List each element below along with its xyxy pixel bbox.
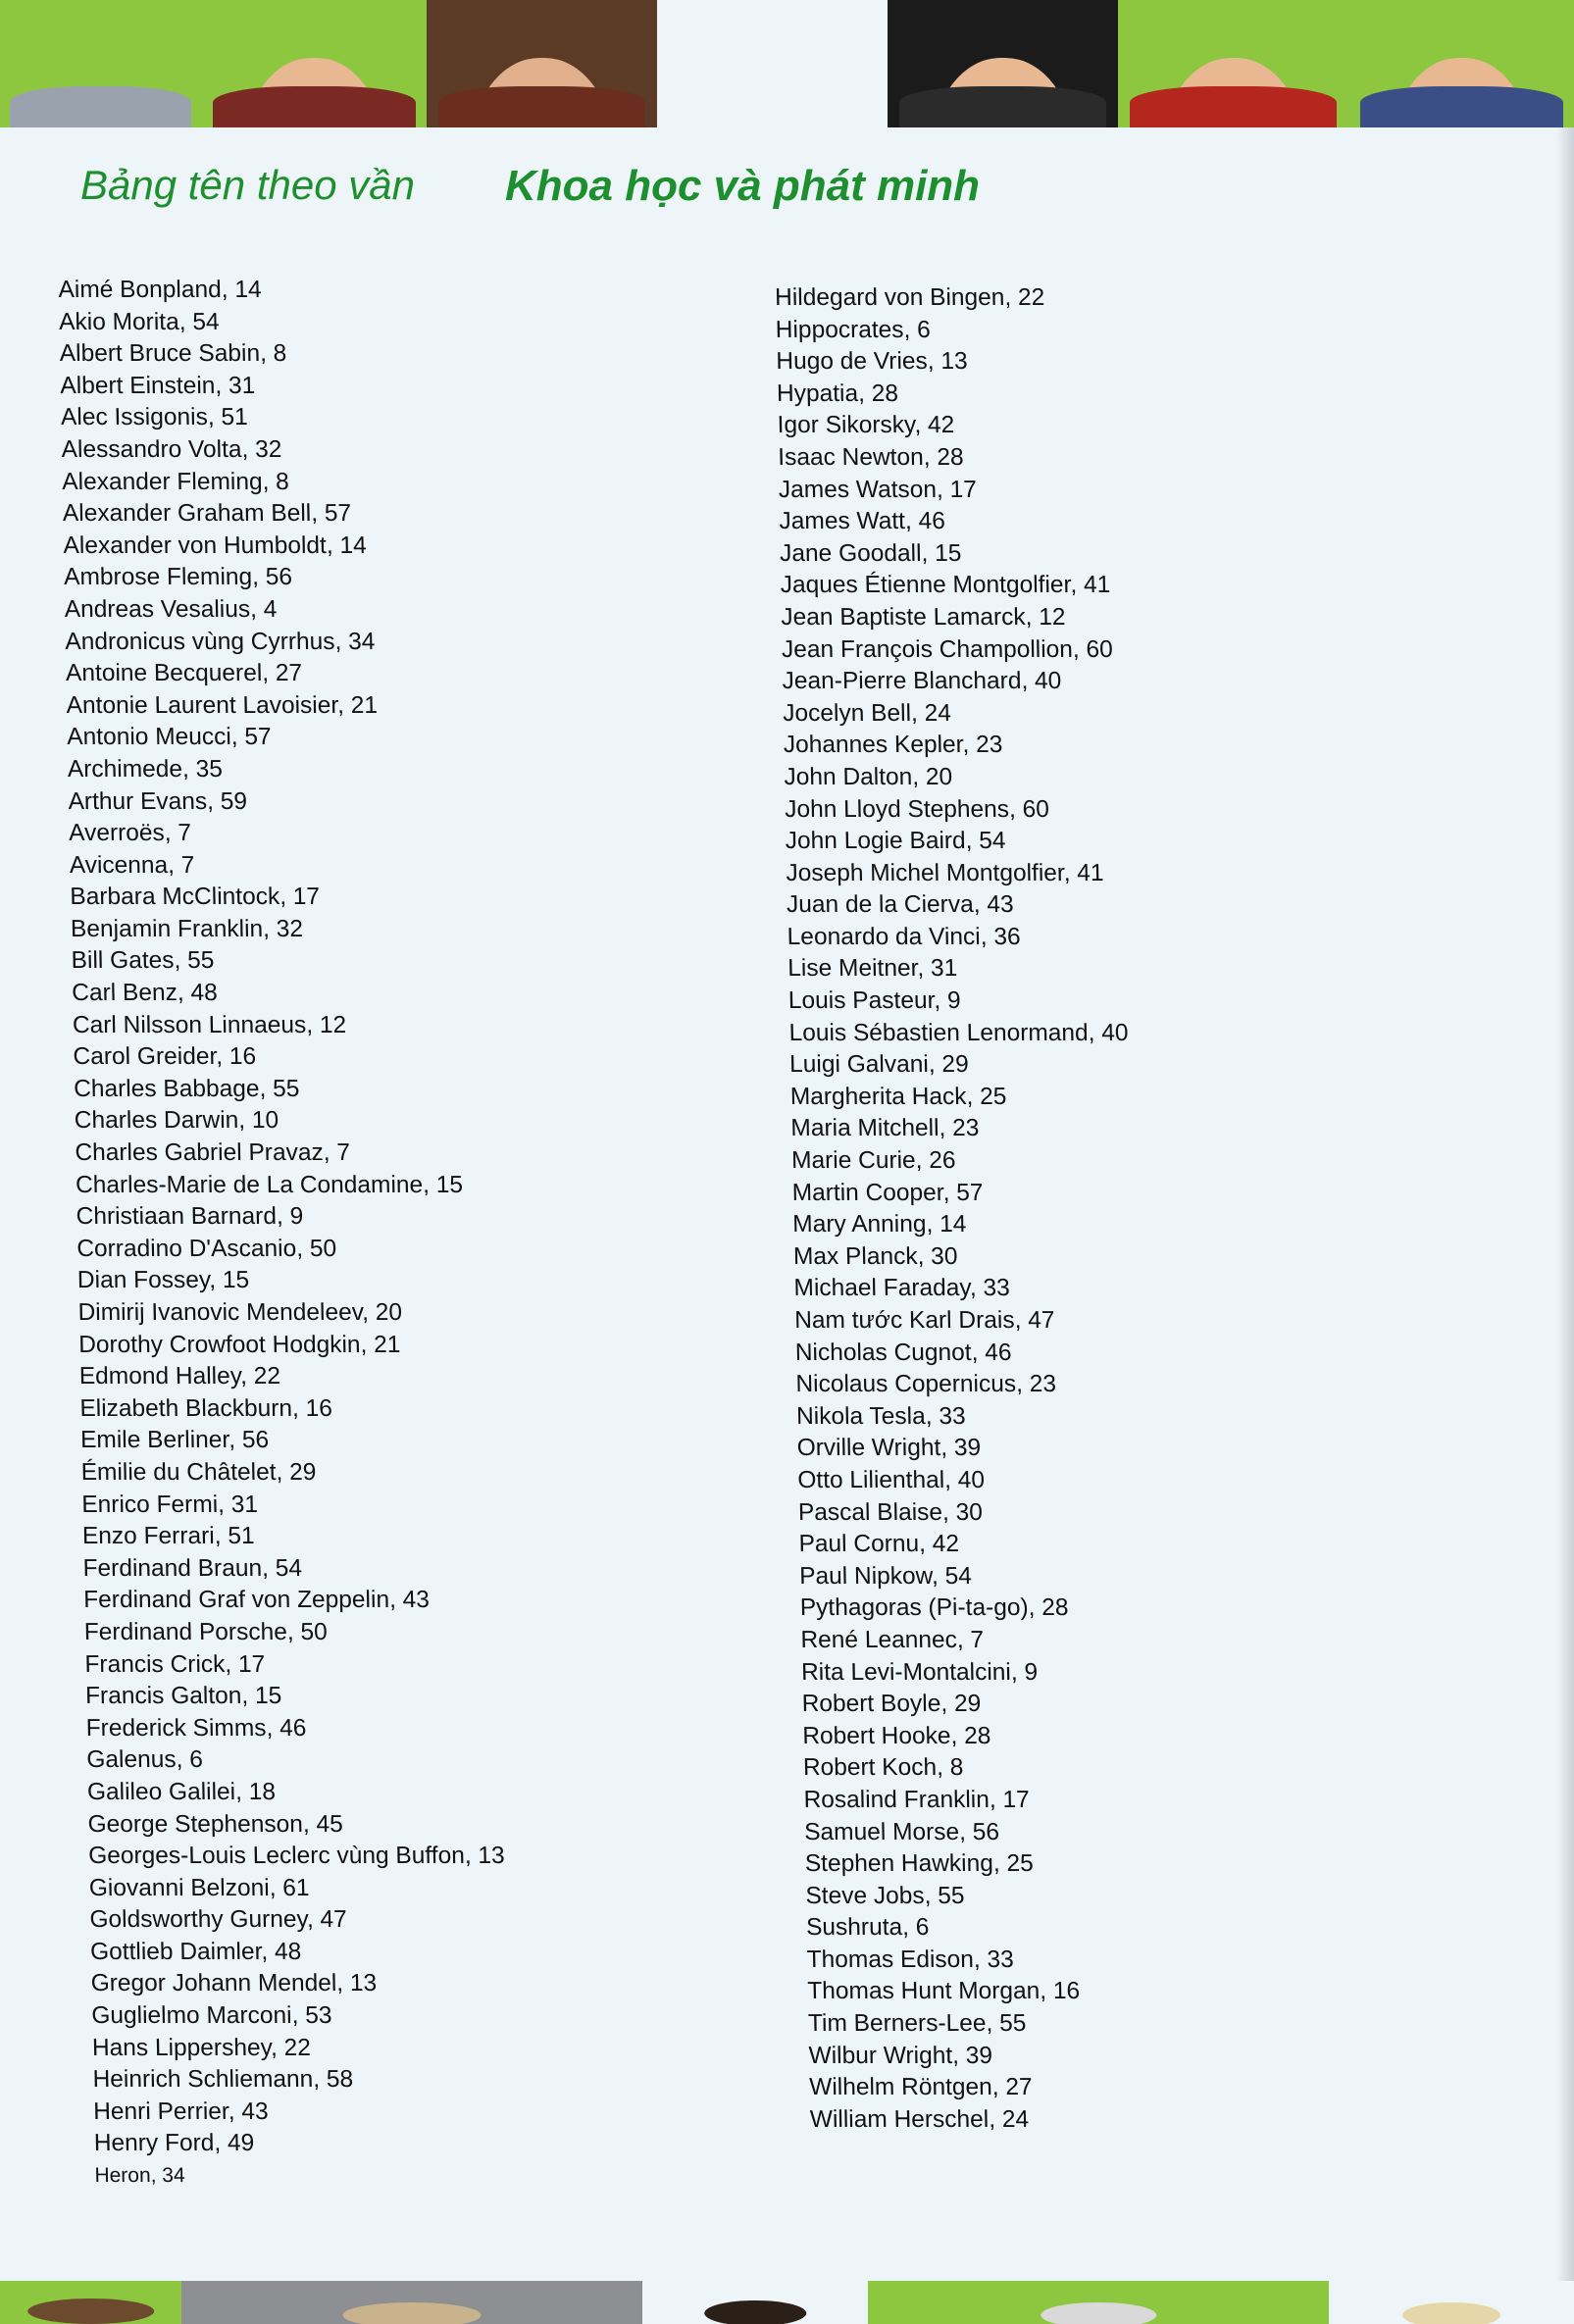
index-entry: Aimé Bonpland, 14 xyxy=(58,277,262,303)
portrait-bottom-1-icon xyxy=(0,2281,181,2324)
portrait-bottom-2-icon xyxy=(181,2281,642,2324)
index-entry: Marie Curie, 26 xyxy=(790,1147,956,1175)
index-entry: Orville Wright, 39 xyxy=(796,1435,982,1462)
index-entry: Paul Cornu, 42 xyxy=(798,1531,960,1558)
index-entry: Nicholas Cugnot, 46 xyxy=(794,1339,1012,1366)
index-entry: Thomas Edison, 33 xyxy=(806,1945,1015,1973)
index-entry: Guglielmo Marconi, 53 xyxy=(91,2002,332,2030)
index-entry: Juan de la Cierva, 43 xyxy=(786,891,1014,919)
index-entry: Émilie du Châtelet, 29 xyxy=(80,1458,317,1486)
index-entry: Wilbur Wright, 39 xyxy=(808,2042,993,2069)
index-entry: Christiaan Barnard, 9 xyxy=(76,1203,304,1231)
index-entry: Jaques Étienne Montgolfier, 41 xyxy=(780,572,1111,599)
index-entry: Albert Einstein, 31 xyxy=(60,372,256,399)
index-entry: Ferdinand Porsche, 50 xyxy=(83,1618,328,1645)
index-entry: Arthur Evans, 59 xyxy=(68,787,248,815)
index-entry: Maria Mitchell, 23 xyxy=(790,1115,980,1142)
index-entry: Enzo Ferrari, 51 xyxy=(81,1523,255,1550)
index-entry: Albert Bruce Sabin, 8 xyxy=(59,340,287,368)
index-entry: Luigi Galvani, 29 xyxy=(788,1051,969,1079)
index-entry: Louis Pasteur, 9 xyxy=(787,987,961,1015)
index-entry: Nicolaus Copernicus, 23 xyxy=(795,1371,1057,1398)
index-entry: Alessandro Volta, 32 xyxy=(61,435,282,463)
index-entry: Robert Koch, 8 xyxy=(802,1754,964,1782)
index-entry: Akio Morita, 54 xyxy=(58,308,220,335)
index-entry: Johannes Kepler, 23 xyxy=(783,732,1003,759)
index-label: Bảng tên theo vần xyxy=(80,162,415,208)
index-entry: Nam tước Karl Drais, 47 xyxy=(793,1307,1055,1334)
index-entry: Hippocrates, 6 xyxy=(775,316,932,343)
index-column-right xyxy=(775,282,1149,2136)
portrait-scientist-4-icon xyxy=(888,0,1118,127)
portrait-scientist-5-icon xyxy=(1118,0,1348,127)
index-entry: Emile Berliner, 56 xyxy=(79,1427,270,1454)
index-entry: Francis Crick, 17 xyxy=(84,1650,266,1678)
index-entry: Robert Hooke, 28 xyxy=(802,1722,991,1749)
index-entry: Sushruta, 6 xyxy=(805,1914,930,1942)
index-entry: Max Planck, 30 xyxy=(792,1242,958,1270)
portrait-bottom-4-icon xyxy=(868,2281,1329,2324)
index-entry: Ferdinand Graf von Zeppelin, 43 xyxy=(82,1587,431,1614)
portrait-scientist-1-icon xyxy=(0,0,201,127)
index-entry: Avicenna, 7 xyxy=(69,851,195,879)
index-entry: Antonio Meucci, 57 xyxy=(67,724,272,751)
index-entry: Goldsworthy Gurney, 47 xyxy=(89,1906,348,1934)
index-entry: James Watson, 17 xyxy=(778,476,978,503)
index-entry: Stephen Hawking, 25 xyxy=(804,1850,1034,1878)
index-entry: William Herschel, 24 xyxy=(809,2105,1030,2133)
portrait-scientist-2-icon xyxy=(201,0,427,127)
index-entry: Paul Nipkow, 54 xyxy=(798,1562,973,1590)
index-entry: Margherita Hack, 25 xyxy=(789,1083,1007,1110)
index-entry: Dimirij Ivanovic Mendeleev, 20 xyxy=(77,1299,403,1326)
index-entry: Rosalind Franklin, 17 xyxy=(803,1786,1030,1813)
portrait-scientist-3-icon xyxy=(427,0,657,127)
index-entry: Andronicus vùng Cyrrhus, 34 xyxy=(65,628,376,655)
index-entry: Pythagoras (Pi-ta-go), 28 xyxy=(799,1594,1069,1622)
index-entry: Jean Baptiste Lamarck, 12 xyxy=(781,603,1066,631)
index-entry: Edmond Halley, 22 xyxy=(78,1363,281,1390)
portrait-bottom-3-icon xyxy=(642,2281,868,2324)
index-entry: Hildegard von Bingen, 22 xyxy=(774,284,1045,311)
index-entry: Galileo Galilei, 18 xyxy=(86,1778,277,1805)
index-entry: Otto Lilienthal, 40 xyxy=(797,1466,986,1493)
index-entry: Carol Greider, 16 xyxy=(73,1043,257,1071)
index-entry: Charles Darwin, 10 xyxy=(74,1107,279,1135)
index-entry: Gregor Johann Mendel, 13 xyxy=(90,1970,378,1997)
index-entry: James Watt, 46 xyxy=(779,508,946,535)
index-entry: Hypatia, 28 xyxy=(776,379,899,407)
index-page xyxy=(0,127,1574,2281)
index-entry: Andreas Vesalius, 4 xyxy=(64,595,278,623)
index-entry: Martin Cooper, 57 xyxy=(791,1179,984,1206)
book-title: Khoa học và phát minh xyxy=(505,162,981,210)
index-entry: Carl Nilsson Linnaeus, 12 xyxy=(72,1011,347,1038)
portrait-strip-bottom xyxy=(0,2281,1574,2324)
index-entry: Wilhelm Röntgen, 27 xyxy=(808,2074,1033,2101)
index-entry: Averroës, 7 xyxy=(68,820,192,847)
index-entry: Michael Faraday, 33 xyxy=(793,1275,1010,1302)
index-entry: Isaac Newton, 28 xyxy=(778,443,964,471)
index-entry: Henry Ford, 49 xyxy=(93,2130,255,2157)
index-entry: Robert Boyle, 29 xyxy=(801,1691,982,1718)
index-entry: Alexander Graham Bell, 57 xyxy=(62,500,352,528)
index-entry: Jean-Pierre Blanchard, 40 xyxy=(782,668,1062,695)
index-entry: John Dalton, 20 xyxy=(784,763,953,790)
index-entry: Enrico Fermi, 31 xyxy=(81,1490,259,1518)
index-entry: Jocelyn Bell, 24 xyxy=(783,699,952,727)
index-entry: Gottlieb Daimler, 48 xyxy=(89,1938,302,1965)
index-entry: Antoine Becquerel, 27 xyxy=(65,660,303,687)
index-entry: Bill Gates, 55 xyxy=(71,947,215,975)
index-entry: Georges-Louis Leclerc vùng Buffon, 13 xyxy=(87,1843,505,1870)
page-edge-shadow xyxy=(1556,127,1574,2281)
index-entry: Carl Benz, 48 xyxy=(72,980,218,1007)
index-entry: Rita Levi-Montalcini, 9 xyxy=(800,1658,1039,1686)
index-entry: John Logie Baird, 54 xyxy=(785,828,1006,855)
index-entry: Jane Goodall, 15 xyxy=(779,539,962,567)
portrait-gap xyxy=(657,0,888,127)
index-entry: Barbara McClintock, 17 xyxy=(70,884,321,911)
index-entry: Archimede, 35 xyxy=(67,755,224,783)
index-entry: Frederick Simms, 46 xyxy=(85,1714,307,1742)
index-entry: George Stephenson, 45 xyxy=(87,1810,343,1838)
index-entry: Nikola Tesla, 33 xyxy=(795,1402,966,1430)
index-entry: Joseph Michel Montgolfier, 41 xyxy=(786,859,1104,886)
index-entry: Antonie Laurent Lavoisier, 21 xyxy=(66,691,379,719)
index-entry: Giovanni Belzoni, 61 xyxy=(88,1874,310,1901)
index-entry: Leonardo da Vinci, 36 xyxy=(787,923,1021,950)
index-entry: Francis Galton, 15 xyxy=(84,1683,282,1710)
index-entry: Pascal Blaise, 30 xyxy=(797,1498,984,1526)
portrait-strip-top xyxy=(0,0,1574,127)
index-entry: Heinrich Schliemann, 58 xyxy=(92,2066,354,2094)
index-entry: Mary Anning, 14 xyxy=(792,1211,967,1238)
index-entry: René Leannec, 7 xyxy=(800,1626,985,1653)
index-entry: Hugo de Vries, 13 xyxy=(776,348,968,376)
index-entry: Steve Jobs, 55 xyxy=(805,1882,965,1909)
index-entry: Igor Sikorsky, 42 xyxy=(777,412,955,439)
index-entry: Tim Berners-Lee, 55 xyxy=(807,2010,1027,2038)
portrait-bottom-5-icon xyxy=(1329,2281,1574,2324)
index-entry: Alexander von Humboldt, 14 xyxy=(63,531,367,559)
portrait-scientist-6-icon xyxy=(1348,0,1574,127)
index-entry: Ferdinand Braun, 54 xyxy=(82,1554,303,1582)
index-entry: Elizabeth Blackburn, 16 xyxy=(79,1394,333,1422)
index-entry: Charles Gabriel Pravaz, 7 xyxy=(75,1139,351,1167)
index-entry: Galenus, 6 xyxy=(86,1746,204,1774)
index-entry: Alexander Fleming, 8 xyxy=(62,468,290,495)
index-entry: Thomas Hunt Morgan, 16 xyxy=(807,1978,1081,2005)
index-entry: Jean François Champollion, 60 xyxy=(781,635,1114,663)
index-entry: Heron, 34 xyxy=(94,2164,185,2188)
index-entry: Louis Sébastien Lenormand, 40 xyxy=(788,1019,1129,1046)
index-entry: Alec Issigonis, 51 xyxy=(60,404,248,431)
index-entry: Ambrose Fleming, 56 xyxy=(63,564,293,591)
index-entry: Dorothy Crowfoot Hodgkin, 21 xyxy=(77,1331,401,1358)
index-entry: Lise Meitner, 31 xyxy=(787,955,958,983)
index-column-left xyxy=(58,275,511,2193)
index-entry: Dian Fossey, 15 xyxy=(76,1267,250,1294)
index-entry: Charles-Marie de La Condamine, 15 xyxy=(75,1171,464,1198)
index-entry: Hans Lippershey, 22 xyxy=(91,2034,312,2061)
index-entry: Benjamin Franklin, 32 xyxy=(70,915,304,942)
index-entry: Charles Babbage, 55 xyxy=(73,1075,300,1102)
index-entry: Henri Perrier, 43 xyxy=(92,2097,269,2125)
index-entry: Corradino D'Ascanio, 50 xyxy=(76,1235,337,1262)
index-entry: Samuel Morse, 56 xyxy=(803,1818,1000,1845)
index-entry: John Lloyd Stephens, 60 xyxy=(784,795,1050,823)
